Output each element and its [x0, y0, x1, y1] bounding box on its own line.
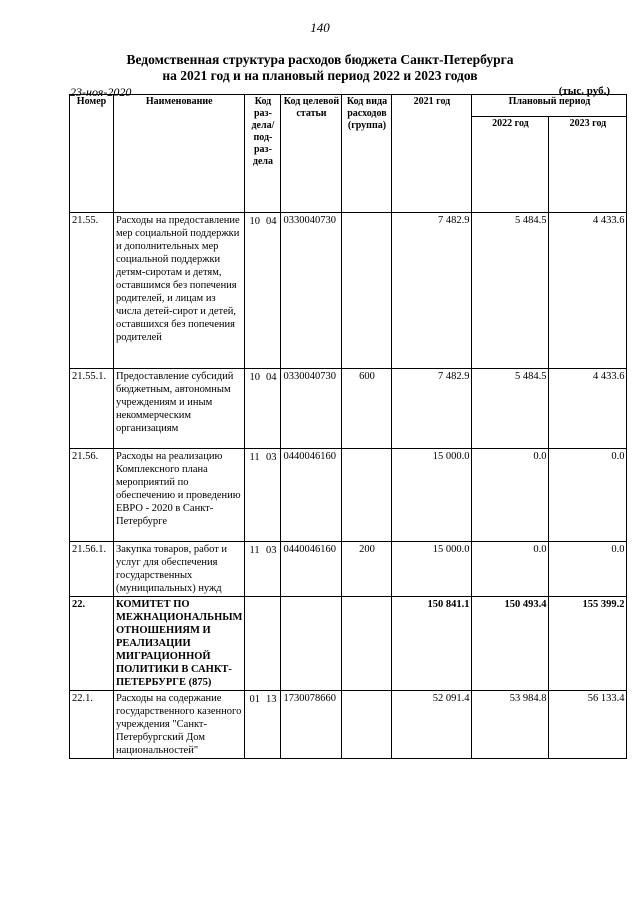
header-target-code: Код целевой статьи: [281, 95, 342, 213]
row-number: 21.56.1.: [70, 542, 114, 597]
row-value-2023: 0.0: [549, 542, 627, 597]
header-planned-period: Плановый период: [472, 95, 627, 117]
row-number: 21.55.1.: [70, 369, 114, 449]
row-target-code: 0330040730: [281, 369, 342, 449]
row-razdel: 11: [249, 452, 260, 463]
row-podrazdel: 03: [265, 452, 277, 463]
row-podrazdel: 04: [265, 372, 277, 383]
row-number: 21.56.: [70, 449, 114, 542]
row-value-2021: 15 000.0: [392, 542, 472, 597]
row-expense-type: [342, 691, 392, 759]
row-value-2022: 0.0: [472, 542, 549, 597]
row-section-code: [245, 213, 281, 369]
row-value-2021: 15 000.0: [392, 449, 472, 542]
row-name: КОМИТЕТ ПО МЕЖНАЦИОНАЛЬНЫМ ОТНОШЕНИЯМ И РЕАЛИЗАЦИИ МИГРАЦИОННОЙ ПОЛИТИКИ В САНКТ-ПЕТЕРБУРГЕ (875): [114, 597, 245, 691]
row-podrazdel: 13: [265, 694, 277, 705]
header-2023: 2023 год: [549, 117, 627, 213]
row-razdel: 10: [249, 372, 260, 383]
table-row: [70, 597, 627, 691]
row-podrazdel: 04: [265, 216, 277, 227]
row-expense-type: 200: [342, 542, 392, 597]
units-label: (тыс. руб.): [558, 85, 610, 97]
title-line-2: на 2021 год и на плановый период 2022 и 2023 годов: [162, 68, 478, 83]
row-value-2023: 155 399.2: [549, 597, 627, 691]
row-number: 22.: [70, 597, 114, 691]
row-value-2021: 7 482.9: [392, 369, 472, 449]
row-target-code: 0440046160: [281, 449, 342, 542]
row-value-2023: 4 433.6: [549, 369, 627, 449]
row-target-code: 1730078660: [281, 691, 342, 759]
row-name: Предоставление субсидий бюджетным, автономным учреждениям и иным некоммерческим организациям: [114, 369, 245, 449]
header-section-code: Код раз-дела/ под-раз-дела: [245, 95, 281, 213]
table-row: [70, 449, 627, 542]
document-title: [0, 52, 640, 84]
document-date: 23-ноя-2020: [70, 85, 132, 99]
row-value-2021: 52 091.4: [392, 691, 472, 759]
header-2022: 2022 год: [472, 117, 549, 213]
budget-table: [69, 94, 627, 759]
row-value-2022: 53 984.8: [472, 691, 549, 759]
table-row: [70, 542, 627, 597]
row-section-code: [245, 597, 281, 691]
row-razdel: 01: [249, 694, 260, 705]
table-row: [70, 369, 627, 449]
row-name: Расходы на реализацию Комплексного плана мероприятий по обеспечению и проведению ЕВРО - 2020 в Санкт-Петербурге: [114, 449, 245, 542]
header-expense-type: Код вида расходов (группа): [342, 95, 392, 213]
header-name: Наименование: [114, 95, 245, 213]
row-target-code: 0330040730: [281, 213, 342, 369]
row-value-2022: 5 484.5: [472, 369, 549, 449]
title-line-1: Ведомственная структура расходов бюджета Санкт-Петербурга: [126, 52, 514, 67]
row-section-code: [245, 369, 281, 449]
row-expense-type: [342, 597, 392, 691]
row-section-code: [245, 542, 281, 597]
row-value-2023: 4 433.6: [549, 213, 627, 369]
row-section-code: [245, 691, 281, 759]
row-razdel: 11: [249, 545, 260, 556]
row-section-code: [245, 449, 281, 542]
row-value-2023: 0.0: [549, 449, 627, 542]
row-expense-type: [342, 449, 392, 542]
row-podrazdel: 03: [265, 545, 277, 556]
row-expense-type: 600: [342, 369, 392, 449]
row-target-code: [281, 597, 342, 691]
row-value-2022: 0.0: [472, 449, 549, 542]
row-razdel: 10: [249, 216, 260, 227]
row-name: Расходы на предоставление мер социальной поддержки и дополнительных мер социальной поддержки детям-сиротам и детям, оставшимся без попечения родителей, и лицам из числа детей-сирот и детей, оставшихся без попечения родителей: [114, 213, 245, 369]
row-target-code: 0440046160: [281, 542, 342, 597]
row-expense-type: [342, 213, 392, 369]
row-name: Закупка товаров, работ и услуг для обеспечения государственных (муниципальных) нужд: [114, 542, 245, 597]
table-row: [70, 691, 627, 759]
row-number: 21.55.: [70, 213, 114, 369]
row-value-2021: 7 482.9: [392, 213, 472, 369]
row-value-2022: 150 493.4: [472, 597, 549, 691]
row-number: 22.1.: [70, 691, 114, 759]
row-value-2022: 5 484.5: [472, 213, 549, 369]
table-row: [70, 213, 627, 369]
row-name: Расходы на содержание государственного казенного учреждения "Санкт-Петербургский Дом национальностей": [114, 691, 245, 759]
header-number: Номер: [70, 95, 114, 213]
page-number: 140: [310, 20, 330, 35]
row-value-2023: 56 133.4: [549, 691, 627, 759]
row-value-2021: 150 841.1: [392, 597, 472, 691]
header-2021: 2021 год: [392, 95, 472, 213]
